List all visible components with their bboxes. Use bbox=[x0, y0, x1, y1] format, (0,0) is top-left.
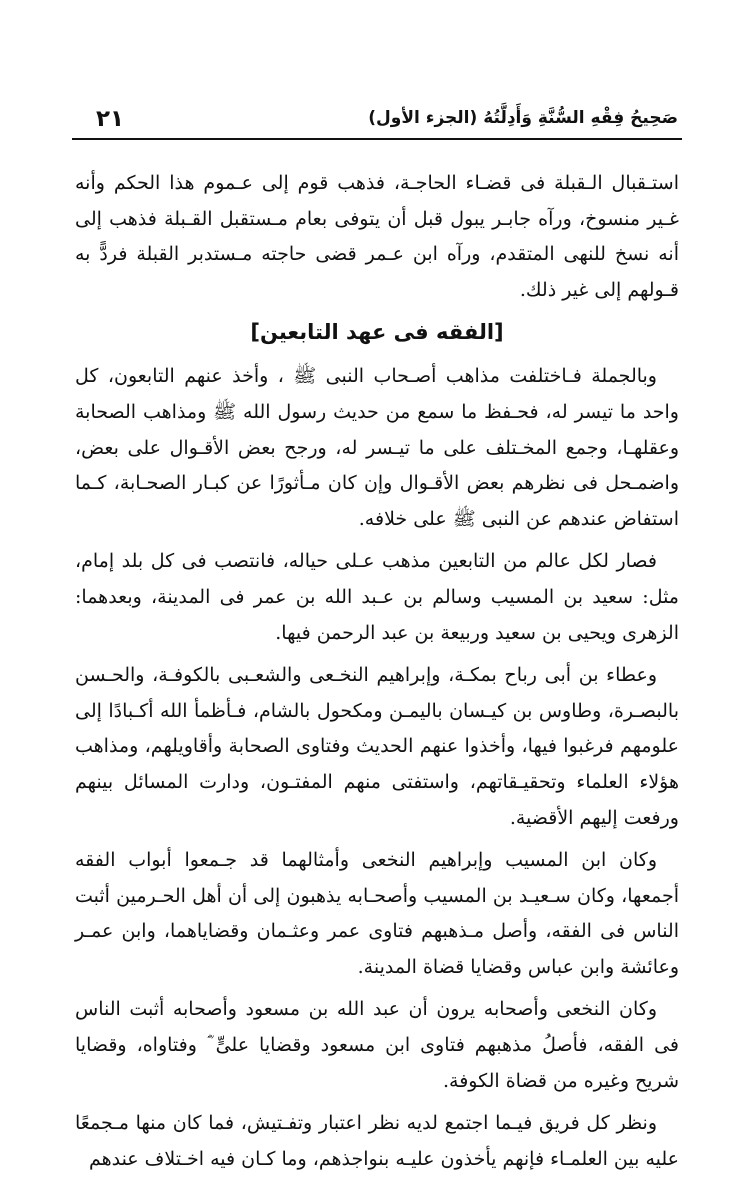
section-heading bbox=[75, 312, 679, 352]
page-header bbox=[92, 106, 678, 140]
section-heading-text: [الفقه فى عهد التابعين] bbox=[250, 320, 504, 345]
paragraph-5: وكان ابن المسيب وإبراهيم النخعى وأمثالهما قد جـمعوا أبواب الفقه أجمعها، وكان سـعيـد بن المسيب وأصحـابه يذهبون إلى أن أهل الحـرمين أثبت الناس فى الفقه، وأصل مـذهبهم فتاوى عمر وعثـمان وقضاياهما، وابن عمـر وعائشة وابن عباس وقضايا قضاة المدينة. bbox=[75, 849, 679, 978]
paragraph-4: وعطاء بن أبى رباح بمكـة، وإبراهيم النخـعى والشعـبى بالكوفـة، والحـسن بالبصـرة، وطاوس بن كيـسان باليمـن ومكحول بالشام، فـأظمأ الله أكـبادًا إلى علومهم فرغبوا فيها، وأخذوا عنهم الحديث وفتاوى الصحابة وأقاويلهم، ومذاهب هؤلاء العلماء وتحقيـقاتهم، واستفتى منهم المفتـون، ودارت المسائل بينهم ورفعت إليهم الأقضية. bbox=[75, 664, 679, 829]
paragraph-1: استـقبال الـقبلة فى قضـاء الحاجـة، فذهب قوم إلى عـموم هذا الحكم وأنه غـير منسوخ، ورآه جابـر يبول قبل أن يتوفى بعام مـستقبل القـبلة فذهب إلى أنه نسخ للنهى المتقدم، ورآه ابن عـمر قضى حاجته مـستدبر القبلة فردًّ به قـولهم إلى غير ذلك. bbox=[75, 172, 679, 301]
page-body bbox=[75, 166, 679, 1177]
paragraph-3: فصار لكل عالم من التابعين مذهب عـلى حياله، فانتصب فى كل بلد إمام، مثل: سعيد بن المسيب وسالم بن عـبد الله بن عمر فى المدينة، وبعدهما: الزهرى ويحيى بن سعيد وربيعة بن عبد الرحمن فيها. bbox=[75, 550, 679, 644]
paragraph-2: وبالجملة فـاختلفت مذاهب أصـحاب النبى ﷺ ، وأخذ عنهم التابعون، كل واحد ما تيسر له، فحـفظ ما سمع من حديث رسول الله ﷺ ومذاهب الصحابة وعقلهـا، وجمع المخـتلف على ما تيـسر له، ورجح بعض الأقـوال على بعض، واضمـحل فى نظرهم بعض الأقـوال وإن كان مـأثورًا عن كبـار الصحـابة، كـما استفاض عندهم عن النبى ﷺ على خلافه. bbox=[75, 365, 679, 530]
running-title: صَحِيحُ فِقْهِ السُّنَّةِ وَأَدِلَّتُهُ (الجزء الأول) bbox=[368, 108, 678, 128]
header-divider bbox=[72, 138, 682, 140]
page-number: ٢١ bbox=[96, 106, 125, 132]
paragraph-7: ونظر كل فريق فيـما اجتمع لديه نظر اعتبار وتفـتيش، فما كان منها مـجمعًا عليه بين العلمـاء فإنهم يأخذون عليـه بنواجذهم، وما كـان فيه اخـتلاف عندهم bbox=[75, 1112, 679, 1170]
paragraph-6: وكان النخعى وأصحابه يرون أن عبد الله بن مسعود وأصحابه أثبت الناس فى الفقه، فأصلُ مذهبهم فتاوى ابن مسعود وقضايا علىٍّ ؓ وفتاواه، وقضايا شريح وغيره من قضاة الكوفة. bbox=[75, 998, 679, 1092]
